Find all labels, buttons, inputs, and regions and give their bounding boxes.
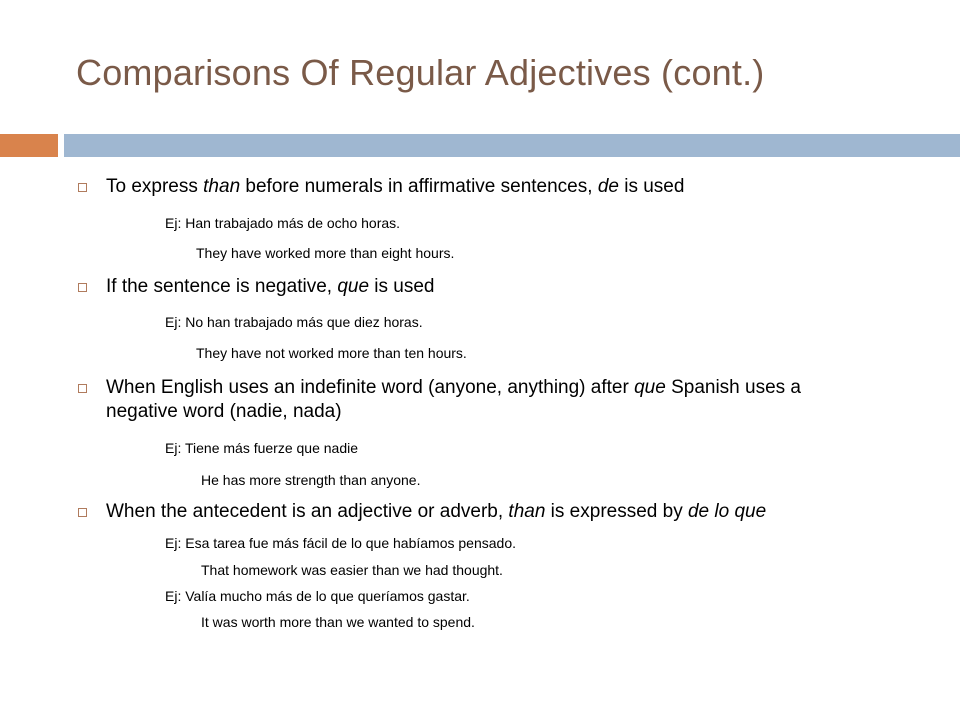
example-spanish: Ej: Han trabajado más de ocho horas. [165, 215, 401, 231]
bullet-item-3 [78, 376, 878, 424]
bullet-segment: is used [369, 276, 435, 297]
bullet-segment: before numerals in affirmative sentences, [240, 176, 598, 197]
example-english: It was worth more than we wanted to spend. [201, 614, 475, 630]
example-spanish: Ej: No han trabajado más que diez horas. [165, 314, 423, 330]
bullet-segment: is used [618, 176, 685, 197]
bullet-segment: When English uses an indefinite word (anyone, anything) after [106, 377, 635, 398]
example-english: They have not worked more than ten hours. [196, 345, 467, 361]
bullet-segment: To express [106, 176, 204, 197]
bullet-segment: is expressed by [545, 501, 688, 522]
bullet-segment-italic: de [597, 176, 619, 197]
bullet-item-4 [78, 500, 878, 524]
bullet-item-2 [78, 275, 878, 299]
square-bullet-icon [78, 384, 87, 393]
example-spanish: Ej: Valía mucho más de lo que queríamos gastar. [165, 588, 470, 604]
title-divider-bar [64, 134, 960, 157]
bullet-segment: If the sentence is negative, [106, 276, 338, 297]
bullet-text [106, 275, 878, 299]
square-bullet-icon [78, 183, 87, 192]
square-bullet-icon [78, 283, 87, 292]
bullet-segment: When the antecedent is an adjective or adverb, [106, 501, 509, 522]
example-english: That homework was easier than we had thought. [201, 562, 503, 578]
bullet-item-1 [78, 175, 878, 199]
title-accent-bar [0, 134, 58, 157]
bullet-segment-italic: que [634, 377, 666, 398]
bullet-text [106, 376, 878, 424]
bullet-segment-italic: que [337, 276, 370, 297]
bullet-segment-italic: de lo que [687, 501, 767, 522]
square-bullet-icon [78, 508, 87, 517]
bullet-text [106, 175, 878, 199]
bullet-text [106, 500, 878, 524]
slide-title: Comparisons Of Regular Adjectives (cont.) [76, 52, 765, 93]
example-spanish: Ej: Tiene más fuerze que nadie [165, 440, 359, 456]
example-english: They have worked more than eight hours. [196, 245, 455, 261]
bullet-segment: Spanish uses a negative word (nadie, nada) [106, 377, 801, 422]
bullet-segment-italic: than [203, 176, 241, 197]
example-english: He has more strength than anyone. [201, 472, 421, 488]
example-spanish: Ej: Esa tarea fue más fácil de lo que habíamos pensado. [165, 535, 516, 551]
bullet-segment-italic: than [508, 501, 546, 522]
